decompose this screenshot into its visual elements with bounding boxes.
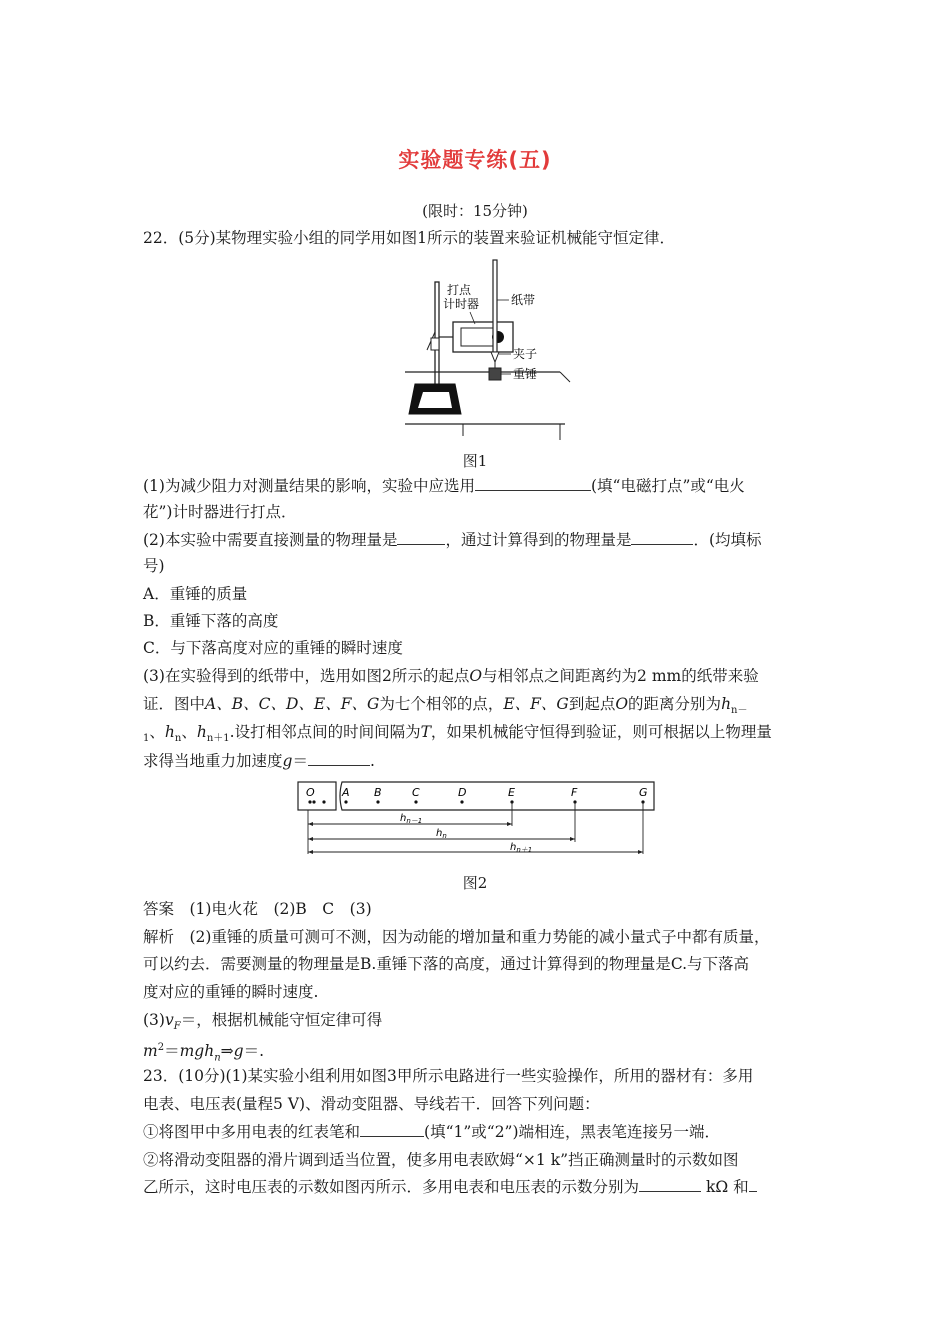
var-efg: E、F、G [503, 695, 569, 713]
q23-line-5 [143, 1177, 757, 1197]
sep: 、 [181, 723, 197, 741]
fig2-point-g: G [639, 786, 648, 799]
q23-line-4: ②将滑动变阻器的滑片调到适当位置，使多用电表欧姆“×1 k”挡正确测量时的示数如图 [143, 1151, 739, 1169]
q22-part2-line2: 号) [143, 557, 165, 575]
var-h: h [164, 723, 175, 741]
page-title: 实验题专练(五) [398, 148, 552, 172]
analysis-num: (3) [143, 1011, 165, 1029]
figure-1-apparatus [405, 252, 575, 442]
q22-part1-line1 [143, 476, 745, 496]
sub-f: F [173, 1021, 181, 1033]
equals: ＝ [164, 1042, 180, 1061]
answer-blank[interactable] [631, 530, 693, 545]
q22-p2-text-c: ．(均填标 [693, 531, 762, 549]
fig2-point-d: D [458, 786, 467, 799]
period: . [369, 752, 375, 770]
fig1-label-weight: 重锤 [513, 367, 538, 381]
option-a: A．重锤的质量 [143, 585, 248, 603]
answer-blank[interactable] [639, 1177, 701, 1192]
analysis-line-3: 度对应的重锤的瞬时速度. [143, 983, 319, 1001]
option-b: B．重锤下落的高度 [143, 612, 279, 630]
q22-p3-text-a: (3)在实验得到的纸带中，选用如图2所示的起点 [143, 667, 470, 685]
q22-p3-text-c: 证．图中 [143, 695, 206, 713]
q23-line-2: 电表、电压表(量程5 V)、滑动变阻器、导线若干．回答下列问题： [143, 1095, 600, 1113]
q23-l3-text-a: ①将图甲中多用电表的红表笔和 [143, 1123, 361, 1141]
figure-2-tape [296, 780, 666, 862]
answer-blank[interactable] [749, 1177, 757, 1192]
implies: ⇒ [220, 1042, 234, 1061]
analysis-line-2: 可以约去．需要测量的物理量是B.重锤下落的高度，通过计算得到的物理量是C.与下落高 [143, 955, 750, 973]
var-t: T [420, 723, 431, 741]
var-h: h [721, 695, 732, 713]
fig2-point-b: B [374, 786, 382, 799]
q23-l5-text-b: kΩ 和 [705, 1178, 749, 1196]
fig2-h1: h [400, 813, 407, 824]
fig2-point-o: O [306, 786, 315, 799]
q22-intro: 22．(5分)某物理实验小组的同学用如图1所示的装置来验证机械能守恒定律． [143, 229, 676, 247]
q22-p3-text-g: .设打相邻点间的时间间隔为 [229, 723, 421, 741]
fig2-point-f: F [571, 786, 578, 799]
answer-blank[interactable] [475, 476, 591, 491]
fig1-label-timer-1: 打点 [447, 283, 472, 297]
fig1-label-timer-2: 计时器 [443, 297, 480, 311]
figure-1-caption: 图1 [462, 452, 488, 470]
answer-line: 答案 (1)电火花 (2)B C (3) [143, 900, 372, 918]
fig2-h2-sub: n [442, 832, 447, 840]
q22-part3-line2 [143, 694, 748, 721]
analysis-line-1: 解析 (2)重锤的质量可测可不测，因为动能的增加量和重力势能的减小量式子中都有质量， [143, 928, 770, 946]
fig2-h3-sub: n＋1 [516, 846, 533, 854]
var-mgh: mgh [179, 1042, 215, 1061]
sub-n-plus-1: n＋1 [206, 733, 230, 745]
fig2-label-h-n-1 [400, 813, 422, 825]
fig2-label-h-n1 [510, 842, 532, 854]
fig2-point-e: E [508, 786, 515, 799]
q22-part3-line3 [143, 722, 772, 749]
fig2-h3: h [510, 842, 517, 853]
analysis-line-5 [143, 1038, 264, 1068]
fig2-h1-sub: n－1 [406, 817, 423, 825]
q22-p2-text-a: (2)本实验中需要直接测量的物理量是 [143, 531, 398, 549]
q22-p1-text-a: (1)为减少阻力对测量结果的影响，实验中应选用 [143, 477, 475, 495]
q22-part3-line1 [143, 666, 759, 686]
answer-blank[interactable] [308, 751, 370, 766]
answer-blank[interactable] [360, 1122, 424, 1137]
fig2-h2: h [436, 828, 443, 839]
fig1-label-clip: 夹子 [513, 347, 538, 361]
sup-2: 2 [157, 1042, 165, 1053]
var-o: O [615, 695, 629, 713]
var-g: g [233, 1042, 244, 1061]
analysis-line-4 [143, 1010, 382, 1037]
q22-p3-text-i: 求得当地重力加速度 [143, 752, 283, 770]
sub-one: 1 [143, 733, 150, 745]
var-m: m [143, 1042, 158, 1061]
q22-p3-text-d: 为七个相邻的点， [379, 695, 504, 713]
sep: 、 [149, 723, 165, 741]
q22-p3-text-f: 的距离分别为 [628, 695, 722, 713]
fig2-point-c: C [412, 786, 420, 799]
sub-n: n [174, 733, 182, 745]
var-h: h [196, 723, 207, 741]
q22-part1-line2: 花”)计时器进行打点． [143, 503, 297, 521]
sub-n-minus: n－ [731, 705, 748, 717]
fig1-label-tape: 纸带 [511, 293, 536, 307]
figure-2-caption: 图2 [462, 874, 488, 892]
time-limit: (限时：15分钟) [422, 202, 528, 220]
q22-part2-line1 [143, 530, 762, 550]
q22-p3-text-b: 与相邻点之间距离约为2 mm的纸带来验 [482, 667, 759, 685]
q23-l3-text-b: (填“1”或“2”)端相连，黑表笔连接另一端． [424, 1123, 721, 1141]
fig2-label-h-n [436, 828, 447, 840]
var-o: O [469, 667, 483, 685]
q23-line-3 [143, 1122, 720, 1142]
q22-p3-text-e: 到起点 [568, 695, 616, 713]
q22-p2-text-b: ，通过计算得到的物理量是 [445, 531, 632, 549]
q22-part3-line4 [143, 751, 375, 771]
equals: ＝ [292, 752, 308, 770]
fig2-point-a: A [342, 786, 350, 799]
equals-period: ＝. [243, 1042, 265, 1061]
var-g: g [282, 752, 293, 770]
q22-p1-text-b: (填“电磁打点”或“电火 [590, 477, 745, 495]
q23-l5-text-a: 乙所示，这时电压表的示数如图丙所示．多用电表和电压表的示数分别为 [143, 1178, 640, 1196]
analysis-text: ＝，根据机械能守恒定律可得 [180, 1011, 383, 1029]
answer-blank[interactable] [397, 530, 445, 545]
var-points: A、B、C、D、E、F、G [205, 695, 380, 713]
option-c: C．与下落高度对应的重锤的瞬时速度 [143, 639, 403, 657]
var-v: v [164, 1011, 174, 1029]
q22-p3-text-h: ，如果机械能守恒得到验证，则可根据以上物理量 [430, 723, 772, 741]
q23-line-1: 23．(10分)(1)某实验小组利用如图3甲所示电路进行一些实验操作，所用的器材有：多用 [143, 1067, 754, 1085]
sub-n: n [214, 1052, 221, 1064]
